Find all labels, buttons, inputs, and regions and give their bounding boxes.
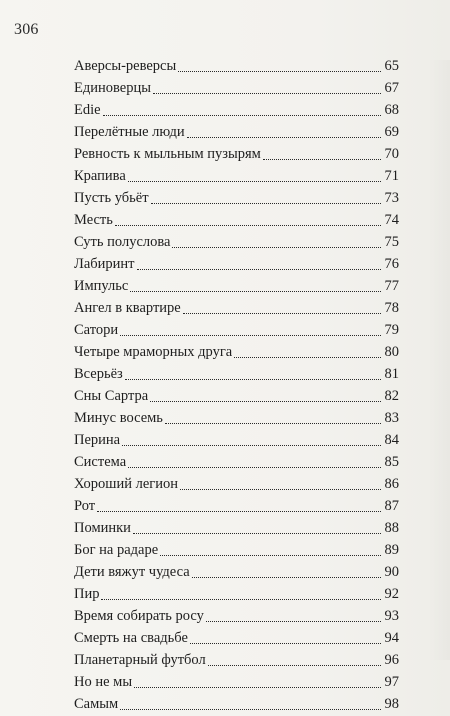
toc-entry-title: Сатори: [74, 322, 119, 338]
dot-leader: [192, 577, 381, 578]
dot-leader: [172, 247, 381, 248]
toc-entry-page-number: 83: [384, 410, 399, 426]
dot-leader: [101, 599, 381, 600]
toc-entry-page-number: 98: [384, 696, 399, 712]
dot-leader: [206, 621, 381, 622]
toc-entry: [74, 253, 399, 275]
toc-entry-title: Но не мы: [74, 674, 133, 690]
toc-entry-title: Четыре мраморных друга: [74, 344, 233, 360]
toc-entry-page-number: 96: [384, 652, 399, 668]
toc-entry-title: Суть полуслова: [74, 234, 171, 250]
toc-entry: [74, 693, 399, 715]
toc-entry-page-number: 81: [384, 366, 399, 382]
toc-entry-page-number: 77: [384, 278, 399, 294]
dot-leader: [183, 313, 381, 314]
toc-entry-page-number: 89: [384, 542, 399, 558]
toc-entry: [74, 495, 399, 517]
toc-entry: [74, 187, 399, 209]
dot-leader: [160, 555, 381, 556]
toc-entry: [74, 121, 399, 143]
toc-entry: [74, 99, 399, 121]
dot-leader: [133, 533, 381, 534]
toc-entry-title: Планетарный футбол: [74, 652, 206, 668]
toc-entry-page-number: 88: [384, 520, 399, 536]
toc-entry-title: Рот: [74, 498, 96, 514]
toc-entry-page-number: 82: [384, 388, 399, 404]
toc-entry-page-number: 67: [384, 80, 399, 96]
toc-entry-title: Месть: [74, 212, 113, 228]
dot-leader: [115, 225, 381, 226]
toc-entry-page-number: 92: [384, 586, 399, 602]
toc-entry: [74, 231, 399, 253]
toc-entry: [74, 649, 399, 671]
toc-entry: [74, 209, 399, 231]
toc-entry: [74, 605, 399, 627]
toc-entry-title: Единоверцы: [74, 80, 151, 96]
toc-entry-page-number: 76: [384, 256, 399, 272]
toc-entry: [74, 319, 399, 341]
toc-entry: [74, 275, 399, 297]
toc-entry-page-number: 80: [384, 344, 399, 360]
dot-leader: [234, 357, 381, 358]
toc-entry-page-number: 69: [384, 124, 399, 140]
table-of-contents: [74, 55, 399, 715]
dot-leader: [208, 665, 381, 666]
toc-entry-title: Время собирать росу: [74, 608, 204, 624]
toc-entry-title: Сны Сартра: [74, 388, 149, 404]
page-edge-shadow: [428, 60, 450, 660]
toc-entry-page-number: 94: [384, 630, 399, 646]
toc-entry-title: Пусть убьёт: [74, 190, 149, 206]
toc-entry-page-number: 87: [384, 498, 399, 514]
dot-leader: [134, 687, 381, 688]
toc-entry: [74, 385, 399, 407]
toc-entry: [74, 165, 399, 187]
toc-entry-page-number: 74: [384, 212, 399, 228]
toc-entry-title: Edie: [74, 102, 101, 118]
toc-entry-title: Всерьёз: [74, 366, 123, 382]
toc-entry-page-number: 65: [384, 58, 399, 74]
dot-leader: [137, 269, 381, 270]
dot-leader: [128, 467, 381, 468]
dot-leader: [120, 709, 381, 710]
toc-entry-title: Ангел в квартире: [74, 300, 181, 316]
toc-entry-title: Смерть на свадьбе: [74, 630, 188, 646]
toc-entry-title: Хороший легион: [74, 476, 179, 492]
toc-entry: [74, 77, 399, 99]
toc-entry-title: Перелётные люди: [74, 124, 185, 140]
toc-entry-page-number: 79: [384, 322, 399, 338]
toc-entry: [74, 363, 399, 385]
dot-leader: [103, 115, 381, 116]
dot-leader: [125, 379, 381, 380]
toc-entry-title: Дети вяжут чудеса: [74, 564, 190, 580]
toc-entry-page-number: 93: [384, 608, 399, 624]
dot-leader: [128, 181, 381, 182]
toc-entry: [74, 517, 399, 539]
toc-entry-title: Минус восемь: [74, 410, 163, 426]
toc-entry: [74, 55, 399, 77]
toc-entry-title: Аверсы-реверсы: [74, 58, 177, 74]
toc-entry-page-number: 97: [384, 674, 399, 690]
toc-entry-title: Лабиринт: [74, 256, 135, 272]
dot-leader: [130, 291, 381, 292]
toc-entry: [74, 407, 399, 429]
toc-entry-page-number: 75: [384, 234, 399, 250]
toc-entry-title: Система: [74, 454, 127, 470]
toc-entry-page-number: 73: [384, 190, 399, 206]
page-number: 306: [14, 21, 39, 38]
toc-entry-title: Самым: [74, 696, 119, 712]
toc-entry-page-number: 71: [384, 168, 399, 184]
toc-entry-page-number: 70: [384, 146, 399, 162]
toc-entry-page-number: 78: [384, 300, 399, 316]
toc-entry: [74, 429, 399, 451]
toc-entry: [74, 539, 399, 561]
dot-leader: [263, 159, 381, 160]
toc-entry-page-number: 90: [384, 564, 399, 580]
toc-entry: [74, 341, 399, 363]
dot-leader: [165, 423, 381, 424]
dot-leader: [150, 401, 381, 402]
toc-entry: [74, 143, 399, 165]
toc-entry: [74, 561, 399, 583]
toc-entry: [74, 451, 399, 473]
toc-entry: [74, 627, 399, 649]
toc-entry-page-number: 68: [384, 102, 399, 118]
toc-entry: [74, 671, 399, 693]
dot-leader: [97, 511, 381, 512]
toc-entry-page-number: 86: [384, 476, 399, 492]
toc-entry: [74, 297, 399, 319]
dot-leader: [120, 335, 381, 336]
toc-entry: [74, 473, 399, 495]
toc-entry-title: Перина: [74, 432, 121, 448]
toc-entry-title: Пир: [74, 586, 100, 602]
dot-leader: [178, 71, 381, 72]
toc-entry-page-number: 85: [384, 454, 399, 470]
dot-leader: [190, 643, 381, 644]
toc-entry-title: Импульс: [74, 278, 129, 294]
toc-entry: [74, 583, 399, 605]
dot-leader: [180, 489, 381, 490]
dot-leader: [153, 93, 381, 94]
toc-entry-page-number: 84: [384, 432, 399, 448]
dot-leader: [151, 203, 381, 204]
toc-entry-title: Поминки: [74, 520, 131, 536]
toc-entry-title: Крапива: [74, 168, 126, 184]
toc-entry-title: Ревность к мыльным пузырям: [74, 146, 261, 162]
dot-leader: [187, 137, 381, 138]
toc-entry-title: Бог на радаре: [74, 542, 159, 558]
dot-leader: [122, 445, 381, 446]
